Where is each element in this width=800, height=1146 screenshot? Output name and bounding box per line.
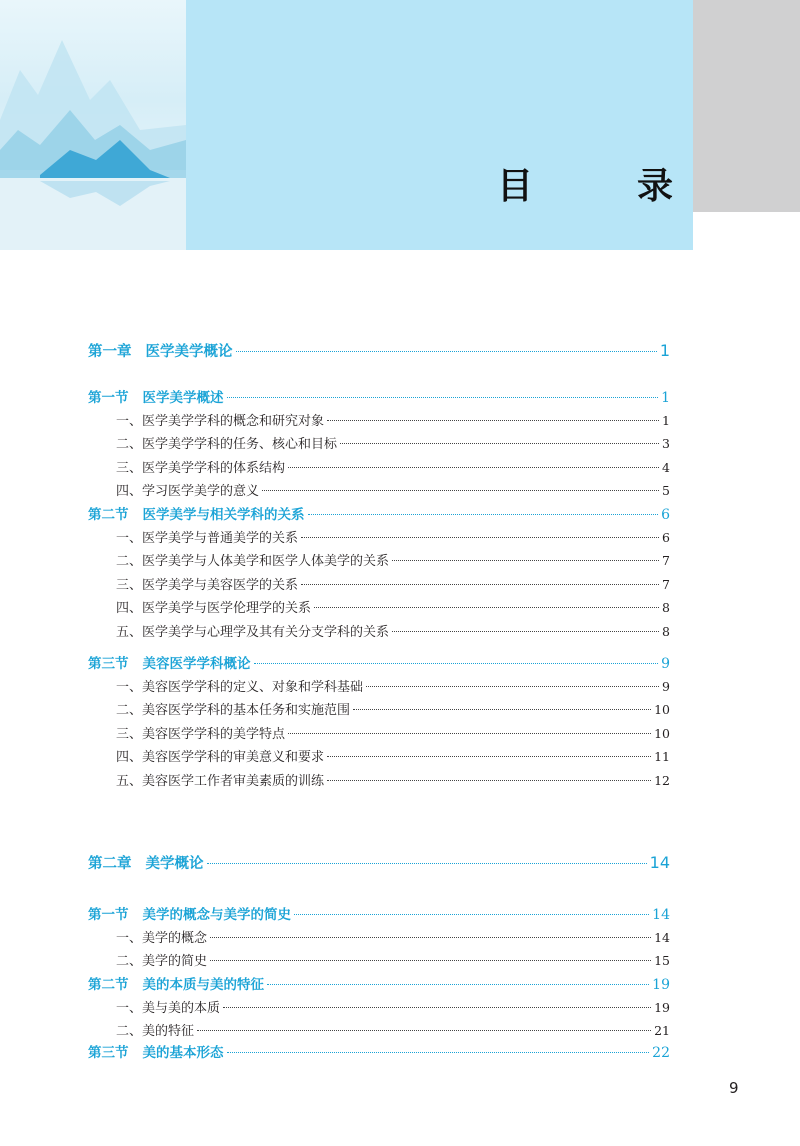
toc-item-title [116,574,298,593]
section-entry-page-number: 22 [652,1045,670,1061]
section-number: 第三节 [88,656,129,672]
leader-dots [327,420,659,421]
section-entry-title [88,386,224,406]
leader-dots [288,733,651,734]
toc-item-title [116,770,324,789]
item-title: 二、美容医学学科的基本任务和实施范围 [116,703,351,718]
leader-dots [340,443,659,444]
chapter-entry-page-number: 14 [649,853,670,872]
chapter-entry-title [88,340,233,361]
toc-item-title [116,621,389,640]
chapter-number: 第一章 [88,344,132,360]
section-entry-title [88,1041,224,1061]
leader-dots [236,351,657,352]
toc-item-page-number: 10 [654,702,670,717]
section-number: 第一节 [88,390,129,406]
section-title: 美的本质与美的特征 [142,977,264,993]
page-title: 目 录 [497,166,708,207]
toc-item[interactable] [116,433,670,452]
chapter-title: 美学概论 [145,856,204,872]
toc-item[interactable] [116,770,670,789]
toc-item-page-number: 10 [654,725,670,741]
chapter-entry-page-number: 1 [659,341,670,360]
toc-item-page-number: 19 [654,999,670,1015]
leader-dots [294,914,649,915]
toc-item-title [116,433,337,452]
toc-item[interactable] [116,676,670,695]
toc-item-title [116,676,363,695]
item-title: 三、医学美学与美容医学的关系 [116,577,299,593]
toc-item[interactable] [116,746,670,765]
section-number: 第三节 [88,1045,129,1061]
leader-dots [254,663,659,664]
leader-dots [327,756,651,757]
toc-item-page-number: 14 [654,929,670,945]
toc-item-page-number: 21 [654,1023,670,1038]
toc-item-title [116,699,350,718]
section-entry[interactable] [88,903,670,923]
leader-dots [227,1052,650,1053]
toc-item-title [116,746,324,765]
section-entry-page-number: 19 [652,977,670,993]
toc-item-page-number: 9 [662,678,670,694]
chapter-title: 医学美学概论 [145,344,233,360]
toc-item[interactable] [116,621,670,640]
leader-dots [223,1007,651,1008]
toc-item-title [116,410,324,429]
item-title: 一、医学美学学科的概念和研究对象 [116,413,325,429]
item-title: 四、学习医学美学的意义 [116,484,260,499]
chapter-entry-title [88,852,204,873]
section-entry[interactable] [88,1041,670,1061]
toc-item[interactable] [116,574,670,593]
leader-dots [227,397,659,398]
toc-item-page-number: 11 [654,749,670,764]
toc-item[interactable] [116,950,670,969]
toc-item-page-number: 7 [662,576,670,592]
toc-item[interactable] [116,410,670,429]
toc-item[interactable] [116,457,670,476]
toc-item[interactable] [116,997,670,1016]
toc-item-page-number: 8 [662,623,670,639]
toc-item-title [116,723,285,742]
toc-item[interactable] [116,699,670,718]
item-title: 一、医学美学与普通美学的关系 [116,530,299,546]
toc-item[interactable] [116,927,670,946]
section-entry-title [88,652,251,672]
leader-dots [327,780,651,781]
section-entry[interactable] [88,652,670,672]
item-title: 二、美学的简史 [116,954,208,969]
section-entry[interactable] [88,973,670,993]
section-title: 医学美学概述 [142,390,224,406]
section-title: 美学的概念与美学的简史 [142,907,291,923]
leader-dots [267,984,649,985]
section-entry-page-number: 14 [652,907,670,923]
leader-dots [262,490,659,491]
item-title: 二、医学美学学科的任务、核心和目标 [116,437,338,452]
item-title: 一、美容医学学科的定义、对象和学科基础 [116,679,364,695]
section-entry-title [88,973,264,993]
section-title: 美容医学学科概论 [142,656,251,672]
item-title: 二、美的特征 [116,1024,195,1039]
leader-dots [308,514,659,515]
toc-item[interactable] [116,527,670,546]
leader-dots [210,937,651,938]
toc-item-title [116,527,298,546]
toc-item-title [116,950,207,969]
item-title: 二、医学美学与人体美学和医学人体美学的关系 [116,554,390,569]
toc-item-title [116,1020,194,1039]
leader-dots [366,686,659,687]
section-entry[interactable] [88,386,670,406]
leader-dots [314,607,659,608]
toc-item-title [116,997,220,1016]
item-title: 一、美与美的本质 [116,1000,221,1016]
leader-dots [207,863,647,864]
leader-dots [288,467,659,468]
toc-item-title [116,927,207,946]
leader-dots [210,960,651,961]
section-entry[interactable] [88,503,670,523]
toc-item-page-number: 3 [662,436,670,451]
toc-item[interactable] [116,723,670,742]
item-title: 一、美学的概念 [116,930,208,946]
chapter-entry[interactable] [88,852,670,873]
section-entry-page-number: 6 [661,507,670,523]
chapter-entry[interactable] [88,340,670,361]
toc-item[interactable] [116,1020,670,1039]
toc-item[interactable] [116,550,670,569]
leader-dots [392,631,659,632]
leader-dots [392,560,659,561]
section-title: 医学美学与相关学科的关系 [142,507,305,523]
toc-item-page-number: 4 [662,459,670,475]
leader-dots [197,1030,651,1031]
toc-item-title [116,480,259,499]
toc-item-page-number: 6 [662,529,670,545]
toc-item-title [116,597,311,616]
section-entry-page-number: 1 [661,390,670,406]
section-entry-title [88,503,305,523]
toc-item-title [116,550,389,569]
toc-item-page-number: 8 [662,600,670,615]
toc-item-page-number: 7 [662,553,670,568]
item-title: 三、医学美学学科的体系结构 [116,460,286,476]
section-entry-title [88,903,291,923]
leader-dots [301,537,659,538]
item-title: 三、美容医学学科的美学特点 [116,726,286,742]
section-entry-page-number: 9 [661,656,670,672]
toc-item-page-number: 12 [654,772,670,788]
page-number: 9 [729,1079,739,1097]
toc-item[interactable] [116,480,670,499]
item-title: 五、医学美学与心理学及其有关分支学科的关系 [116,624,390,640]
section-number: 第二节 [88,507,129,523]
toc-item[interactable] [116,597,670,616]
section-number: 第一节 [88,907,129,923]
section-number: 第二节 [88,977,129,993]
toc-item-title [116,457,285,476]
chapter-number: 第二章 [88,856,132,872]
leader-dots [301,584,659,585]
toc-item-page-number: 1 [662,412,670,428]
section-title: 美的基本形态 [142,1045,224,1061]
item-title: 四、美容医学学科的审美意义和要求 [116,750,325,765]
toc-item-page-number: 15 [654,953,670,968]
item-title: 五、美容医学工作者审美素质的训练 [116,773,325,789]
leader-dots [353,709,651,710]
toc-item-page-number: 5 [662,483,670,498]
item-title: 四、医学美学与医学伦理学的关系 [116,601,312,616]
